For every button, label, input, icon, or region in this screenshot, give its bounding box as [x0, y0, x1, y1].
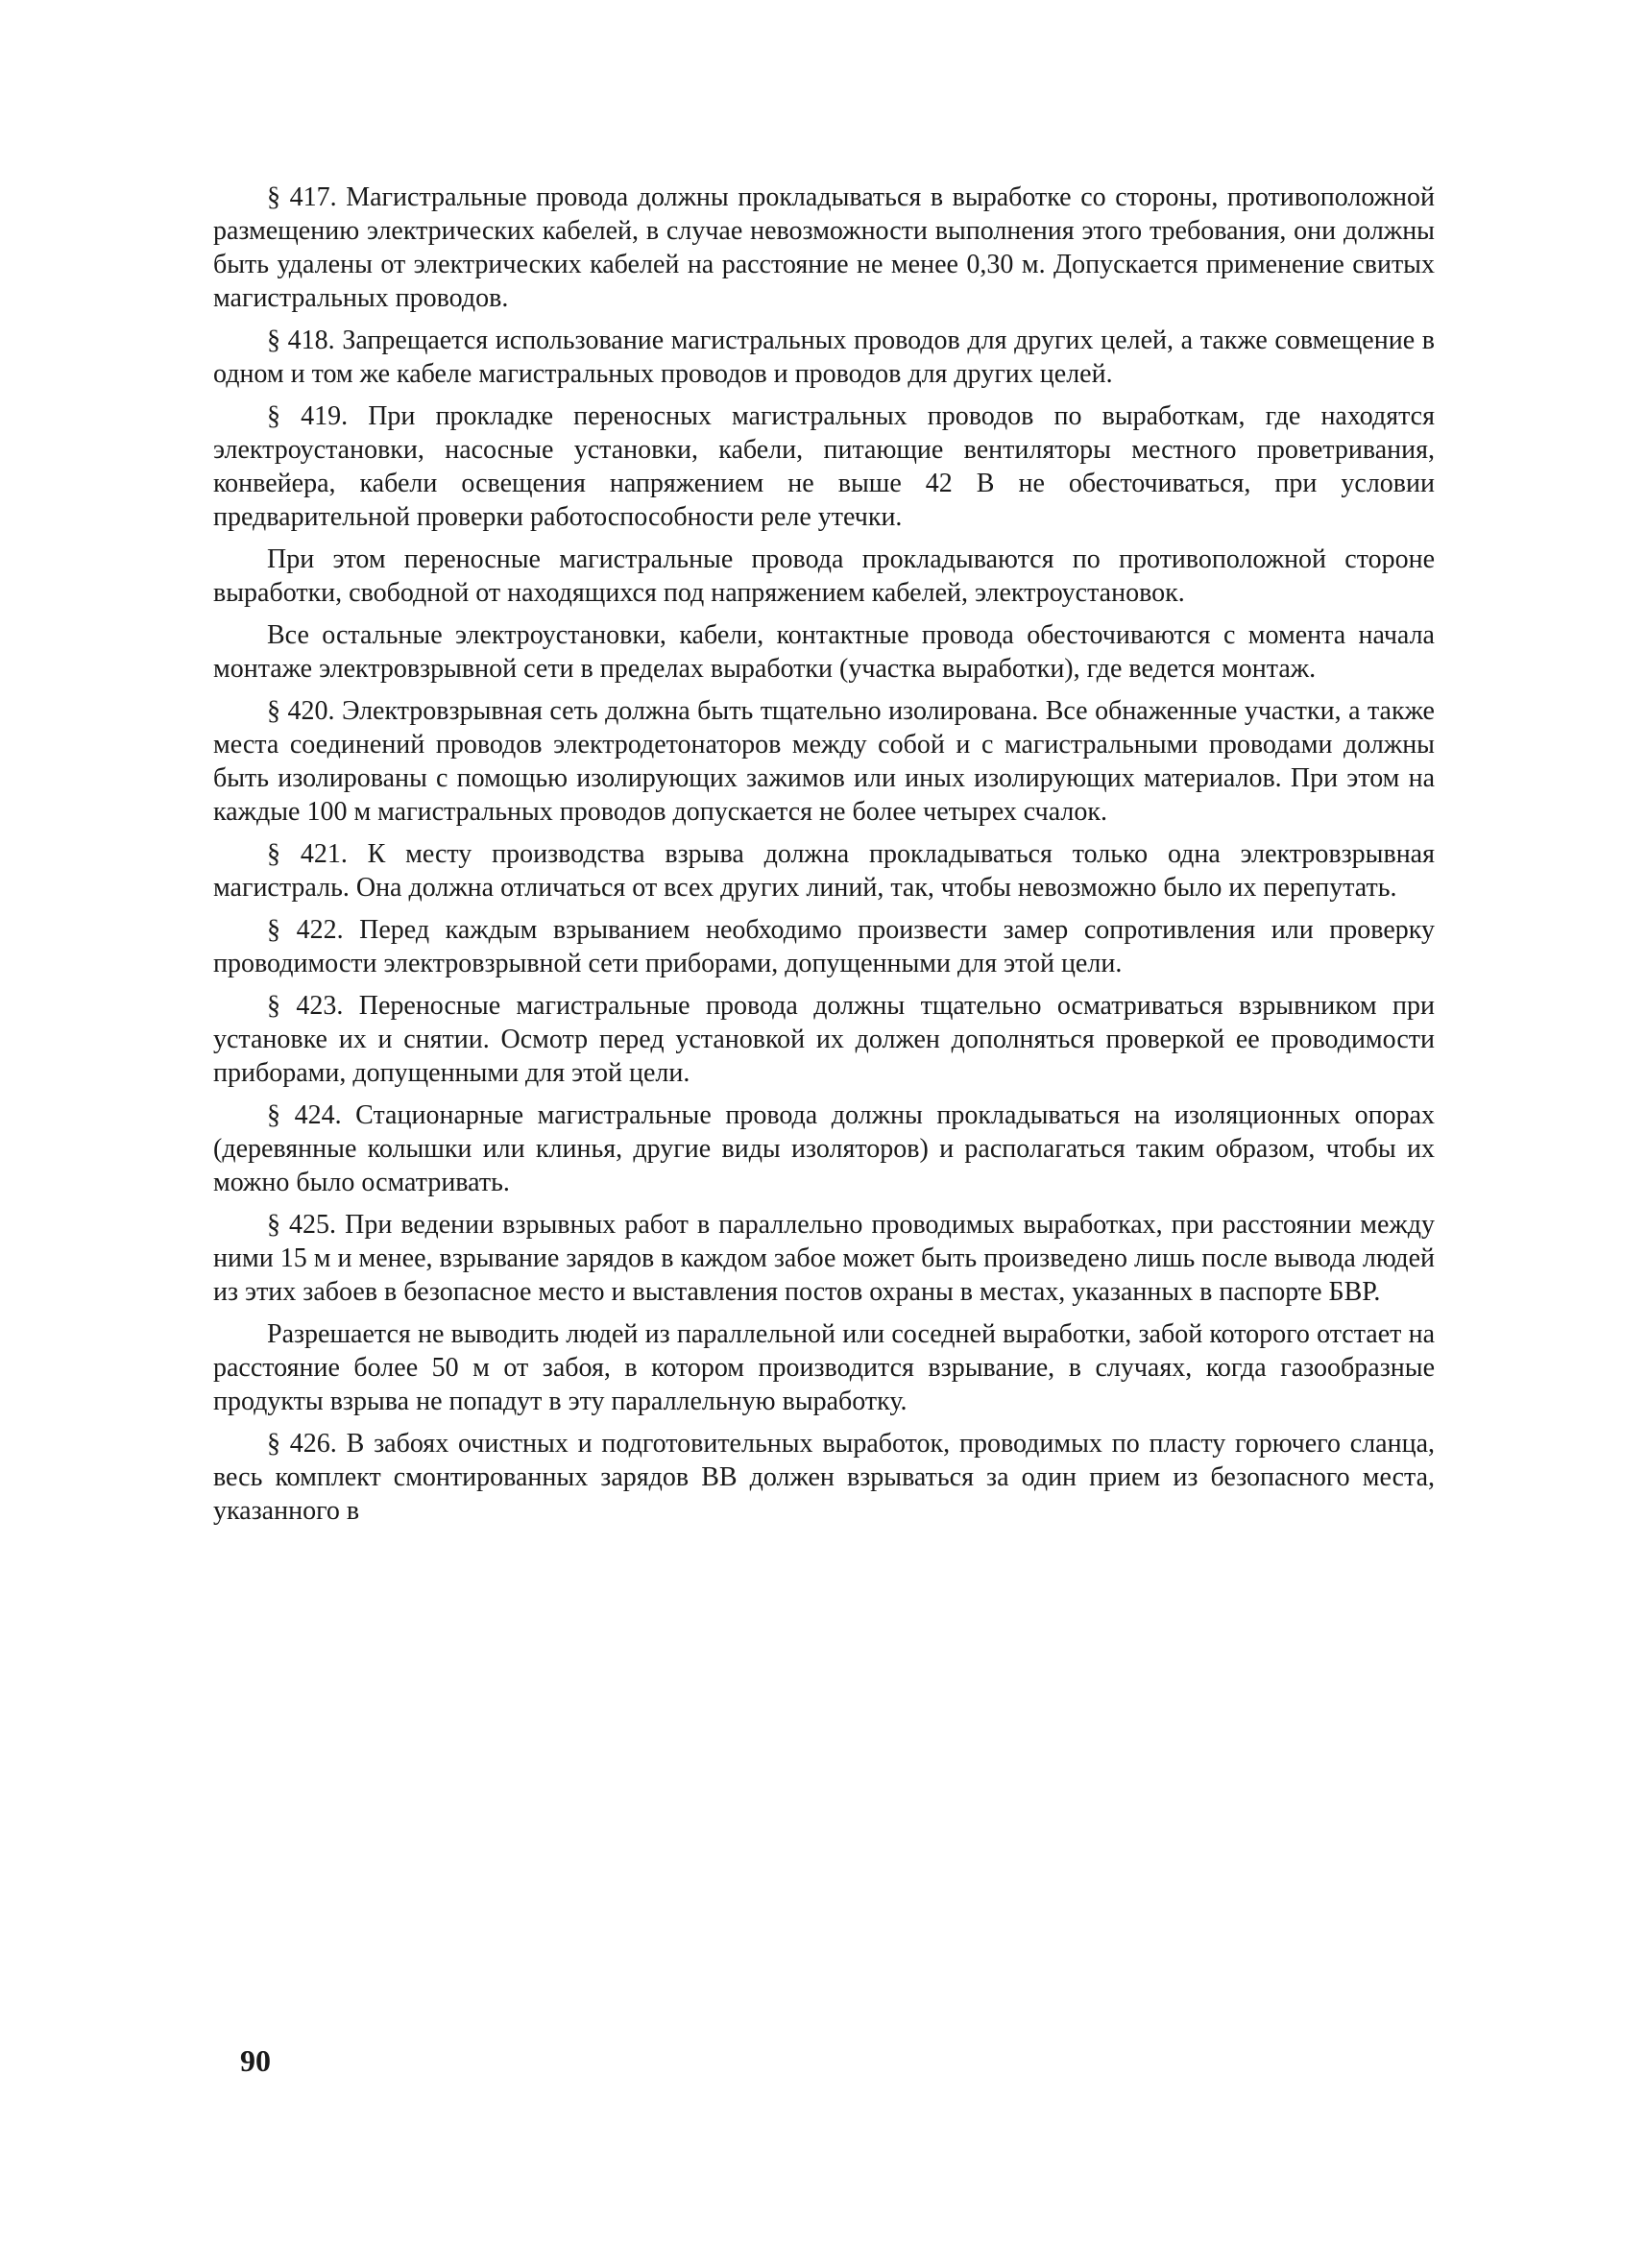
paragraph-419-cont-1: При этом переносные магистральные провода прокладываются по противоположной стороне выработки, свободной от находящихся под напряжением кабелей, электроустановок. [213, 544, 1435, 608]
paragraph-418: § 418. Запрещается использование магистральных проводов для других целей, а также совмещение в одном и том же кабеле магистральных проводов и проводов для других целей. [213, 326, 1435, 389]
paragraph-420: § 420. Электровзрывная сеть должна быть тщательно изолирована. Все обнаженные участки, а также места соединений проводов электродетонаторов между собой и с магистральными проводами должны быть изолированы с помощью изолирующих зажимов или иных изолирующих материалов. При этом на каждые 100 м магистральных проводов допускается не более четырех счалок. [213, 696, 1435, 827]
page-number: 90 [240, 2043, 271, 2078]
paragraph-425: § 425. При ведении взрывных работ в параллельно проводимых выработках, при расстоянии между ними 15 м и менее, взрывание зарядов в каждом забое может быть произведено лишь после вывода людей из этих забоев в безопасное место и выставления постов охраны в местах, указанных в паспорте БВР. [213, 1210, 1435, 1307]
paragraph-421: § 421. К месту производства взрыва должна прокладываться только одна электровзрывная магистраль. Она должна отличаться от всех других линий, так, чтобы невозможно было их перепутать. [213, 839, 1435, 903]
paragraph-417: § 417. Магистральные провода должны прокладываться в выработке со стороны, противоположной размещению электрических кабелей, в случае невозможности выполнения этого требования, они должны быть удалены от электрических кабелей на расстояние не менее 0,30 м. Допускается применение свитых магистральных проводов. [213, 182, 1435, 313]
paragraph-419: § 419. При прокладке переносных магистральных проводов по выработкам, где находятся электроустановки, насосные установки, кабели, питающие вентиляторы местного проветривания, конвейера, кабели освещения напряжением не выше 42 В не обесточиваться, при условии предварительной проверки работоспособности реле утечки. [213, 401, 1435, 532]
document-body [213, 181, 1435, 1536]
paragraph-426: § 426. В забоях очистных и подготовительных выработок, проводимых по пласту горючего сланца, весь комплект смонтированных зарядов ВВ должен взрываться за один прием из безопасного места, указанного в [213, 1429, 1435, 1526]
paragraph-422: § 422. Перед каждым взрыванием необходимо произвести замер сопротивления или проверку проводимости электровзрывной сети приборами, допущенными для этой цели. [213, 915, 1435, 978]
paragraph-423: § 423. Переносные магистральные провода должны тщательно осматриваться взрывником при установке их и снятии. Осмотр перед установкой их должен дополняться проверкой ее проводимости приборами, допущенными для этой цели. [213, 991, 1435, 1088]
paragraph-425-cont: Разрешается не выводить людей из параллельной или соседней выработки, забой которого отстает на расстояние более 50 м от забоя, в котором производится взрывание, в случаях, когда газообразные продукты взрыва не попадут в эту параллельную выработку. [213, 1319, 1435, 1416]
paragraph-419-cont-2: Все остальные электроустановки, кабели, контактные провода обесточиваются с момента начала монтаже электровзрывной сети в пределах выработки (участка выработки), где ведется монтаж. [213, 620, 1435, 684]
paragraph-424: § 424. Стационарные магистральные провода должны прокладываться на изоляционных опорах (деревянные колышки или клинья, другие виды изоляторов) и располагаться таким образом, чтобы их можно было осматривать. [213, 1100, 1435, 1197]
